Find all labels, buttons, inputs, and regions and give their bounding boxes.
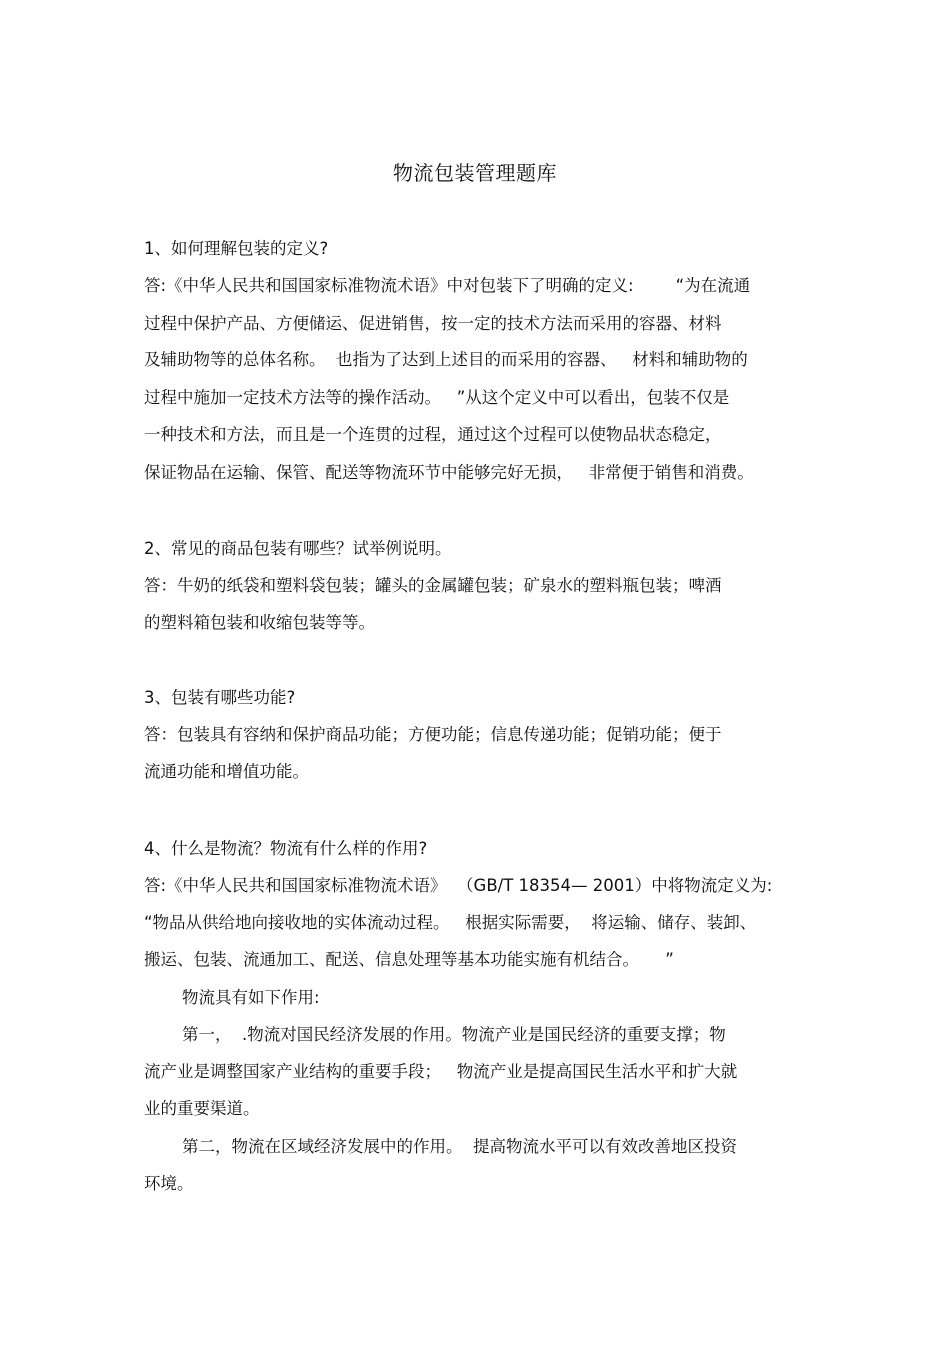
question-4: 4、什么是物流？物流有什么样的作用? <box>144 839 428 858</box>
answer-3-line-2: 流通功能和增值功能。 <box>144 762 309 781</box>
answer-1-line-5: 一种技术和方法，而且是一个连贯的过程，通过这个过程可以使物品状态稳定， <box>144 425 722 444</box>
answer-1-line-2: 过程中保护产品、方便储运、促进销售，按一定的技术方法而采用的容器、材料 <box>144 314 722 333</box>
answer-4-line-6: 流产业是调整国家产业结构的重要手段； 物流产业是提高国民生活水平和扩大就 <box>144 1062 738 1081</box>
answer-1-line-4: 过程中施加一定技术方法等的操作活动。 ”从这个定义中可以看出，包装不仅是 <box>144 388 730 407</box>
answer-4-line-7: 业的重要渠道。 <box>144 1099 260 1118</box>
answer-1-line-6: 保证物品在运输、保管、配送等物流环节中能够完好无损， 非常便于销售和消费。 <box>144 463 754 482</box>
answer-4-line-8: 第二，物流在区域经济发展中的作用。 提高物流水平可以有效改善地区投资 <box>182 1137 737 1156</box>
answer-4-line-3: 搬运、包装、流通加工、配送、信息处理等基本功能实施有机结合。 ” <box>144 950 674 969</box>
answer-4-line-1: 答:《中华人民共和国国家标准物流术语》 （GB/T 18354— 2001）中将物流定义为: <box>144 876 773 895</box>
answer-4-line-4: 物流具有如下作用: <box>182 988 320 1007</box>
question-3: 3、包装有哪些功能? <box>144 688 296 707</box>
answer-2-line-1: 答：牛奶的纸袋和塑料袋包装；罐头的金属罐包装；矿泉水的塑料瓶包装；啤酒 <box>144 576 722 595</box>
question-1: 1、如何理解包装的定义? <box>144 239 329 258</box>
answer-1-line-1: 答:《中华人民共和国国家标准物流术语》中对包装下了明确的定义: “为在流通 <box>144 276 751 295</box>
answer-2-line-2: 的塑料箱包装和收缩包装等等。 <box>144 613 375 632</box>
answer-1-line-3: 及辅助物等的总体名称。 也指为了达到上述目的而采用的容器、 材料和辅助物的 <box>144 350 748 369</box>
question-2: 2、常见的商品包装有哪些？试举例说明。 <box>144 539 452 558</box>
answer-4-line-2: “物品从供给地向接收地的实体流动过程。 根据实际需要， 将运输、储存、装卸、 <box>144 913 757 932</box>
document-title: 物流包装管理题库 <box>393 161 557 185</box>
answer-4-line-5: 第一， .物流对国民经济发展的作用。物流产业是国民经济的重要支撑；物 <box>182 1025 726 1044</box>
answer-3-line-1: 答：包装具有容纳和保护商品功能；方便功能；信息传递功能；促销功能；便于 <box>144 725 722 744</box>
answer-4-line-9: 环境。 <box>144 1174 194 1193</box>
